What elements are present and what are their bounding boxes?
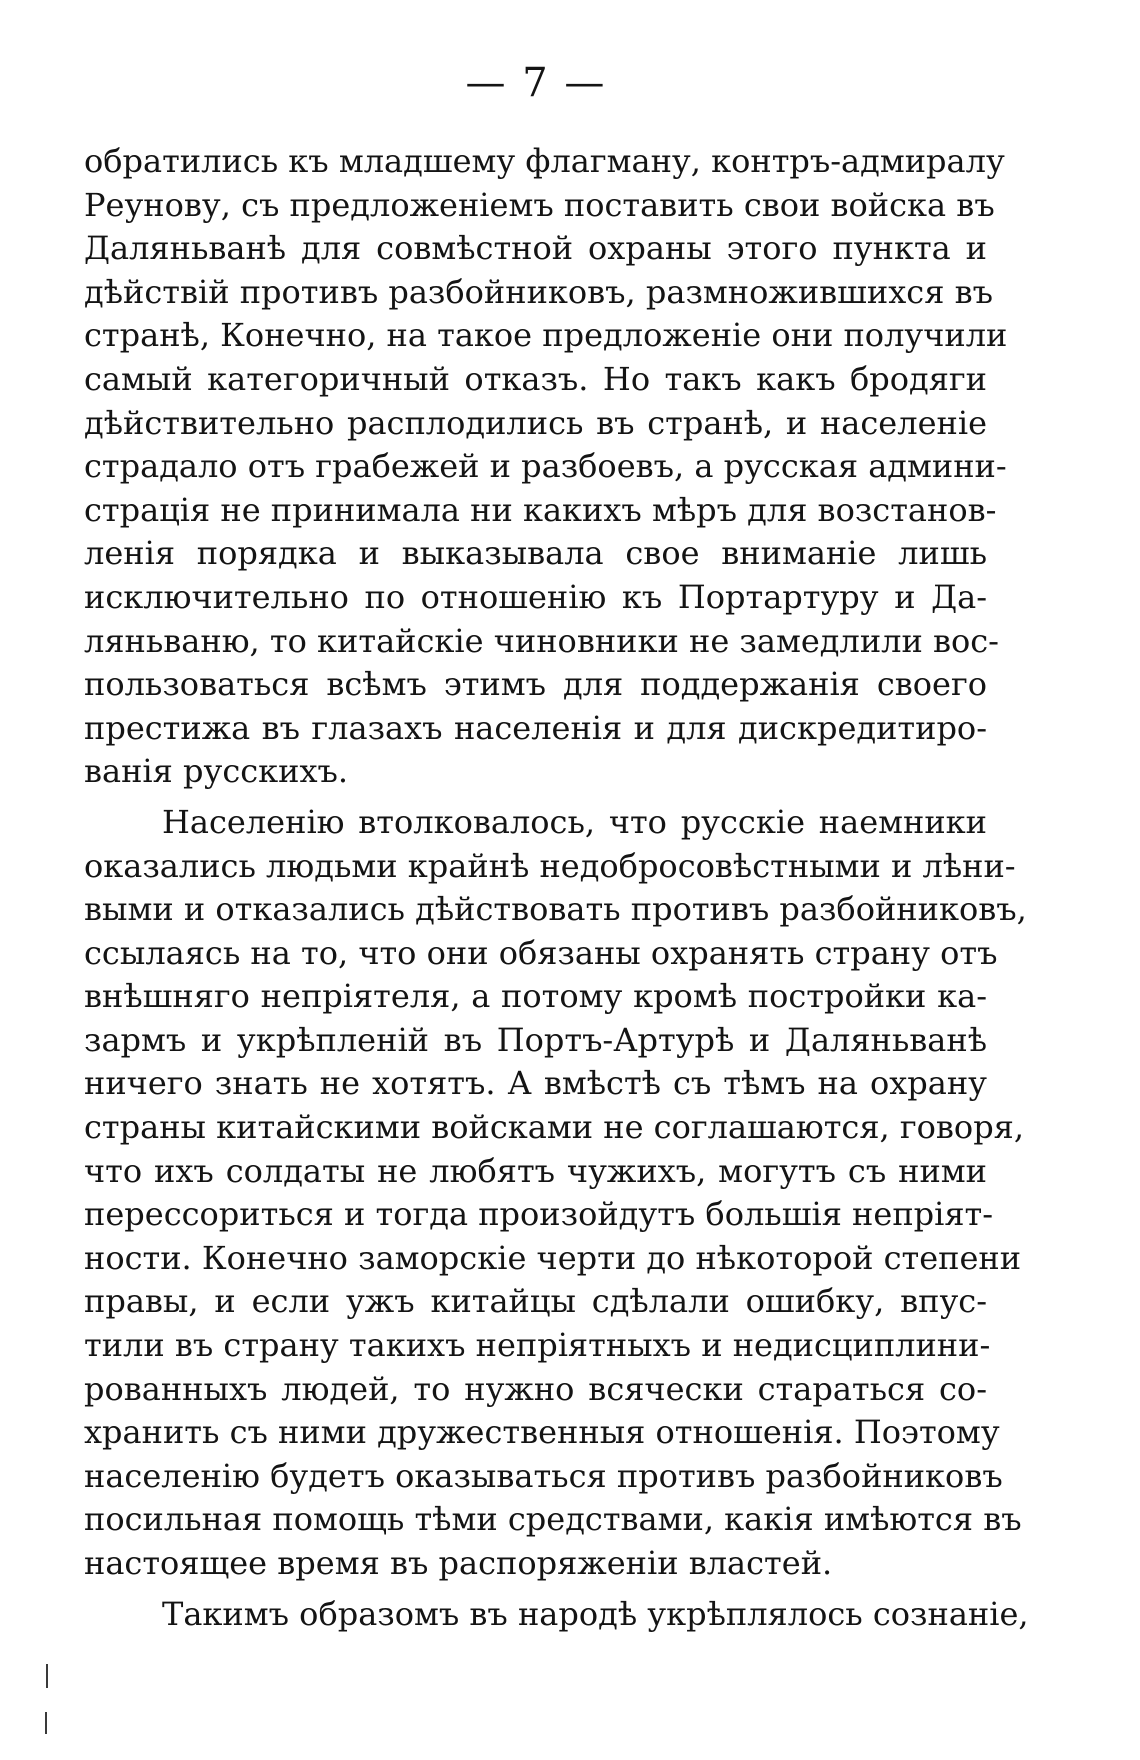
text-line: настоящее время въ распоряженіи властей. (84, 1544, 833, 1582)
scan-artifact-mark (46, 1664, 48, 1688)
text-line: Даляньванѣ для совмѣстной охраны этого пункта и (84, 229, 987, 268)
text-line: дѣйствій противъ разбойниковъ, размножившихся въ (84, 272, 993, 311)
text-line: самый категоричный отказъ. Но такъ какъ бродяги (84, 359, 987, 398)
text-line: странѣ, Конечно, на такое предложеніе они получили (84, 316, 1008, 355)
text-line: исключительно по отношенію къ Портартуру и Да- (84, 577, 987, 616)
text-line: населенію будетъ оказываться противъ разбойниковъ (84, 1456, 1003, 1495)
text-line: пользоваться всѣмъ этимъ для поддержанія своего (84, 665, 987, 704)
text-line: правы, и если ужъ китайцы сдѣлали ошибку, впус- (84, 1282, 987, 1321)
text-line: хранить съ ними дружественныя отношенія. Поэтому (84, 1413, 1000, 1452)
text-line: ности. Конечно заморскіе черти до нѣкоторой степени (84, 1238, 1022, 1277)
text-line: Населенію втолковалось, что русскіе наемники (162, 802, 987, 841)
text-line: посильная помощь тѣми средствами, какія имѣются въ (84, 1500, 1022, 1539)
text-line: ленія порядка и выказывала свое вниманіе лишь (84, 534, 987, 573)
text-line: выми и отказались дѣйствовать противъ разбойниковъ, (84, 890, 1027, 929)
text-line: что ихъ солдаты не любятъ чужихъ, могутъ съ ними (84, 1151, 987, 1190)
text-line: Реунову, съ предложеніемъ поставить свои войска въ (84, 185, 995, 224)
scan-artifact-mark (45, 1712, 47, 1734)
text-line: обратились къ младшему флагману, контръ-адмиралу (84, 142, 1005, 180)
text-line: страдало отъ грабежей и разбоевъ, а русская админи- (84, 447, 1007, 486)
text-line: Такимъ образомъ въ народѣ укрѣплялось сознаніе, (162, 1594, 1029, 1633)
text-line: оказались людьми крайнѣ недобросовѣстными и лѣни- (84, 846, 1016, 885)
text-line: зармъ и укрѣпленій въ Портъ-Артурѣ и Даляньванѣ (84, 1020, 987, 1059)
text-line: страція не принимала ни какихъ мѣръ для возстанов- (84, 490, 997, 529)
paragraph-3 (84, 1593, 1029, 1637)
text-line: ссылаясь на то, что они обязаны охранять страну отъ (84, 933, 998, 972)
text-line: ничего знать не хотятъ. А вмѣстѣ съ тѣмъ на охрану (84, 1064, 987, 1103)
text-line: ляньваню, то китайскіе чиновники не замедлили вос- (84, 621, 999, 660)
text-line: тили въ страну такихъ непріятныхъ и недисциплини- (84, 1326, 991, 1365)
text-line: внѣшняго непріятеля, а потому кромѣ постройки ка- (84, 977, 987, 1016)
text-line: перессориться и тогда произойдутъ большія непріят- (84, 1195, 994, 1234)
text-line: страны китайскими войсками не соглашаются, говоря, (84, 1108, 1025, 1147)
paragraph-1 (84, 140, 1008, 794)
body-text (84, 140, 1029, 1636)
page-number: — 7 — (465, 60, 607, 106)
text-line: престижа въ глазахъ населенія и для дискредитиро- (84, 708, 987, 747)
text-line: дѣйствительно расплодились въ странѣ, и населеніе (84, 403, 987, 442)
text-line: рованныхъ людей, то нужно всячески стараться со- (84, 1369, 987, 1408)
text-line: ванія русскихъ. (84, 752, 349, 791)
paragraph-2 (84, 801, 1027, 1586)
